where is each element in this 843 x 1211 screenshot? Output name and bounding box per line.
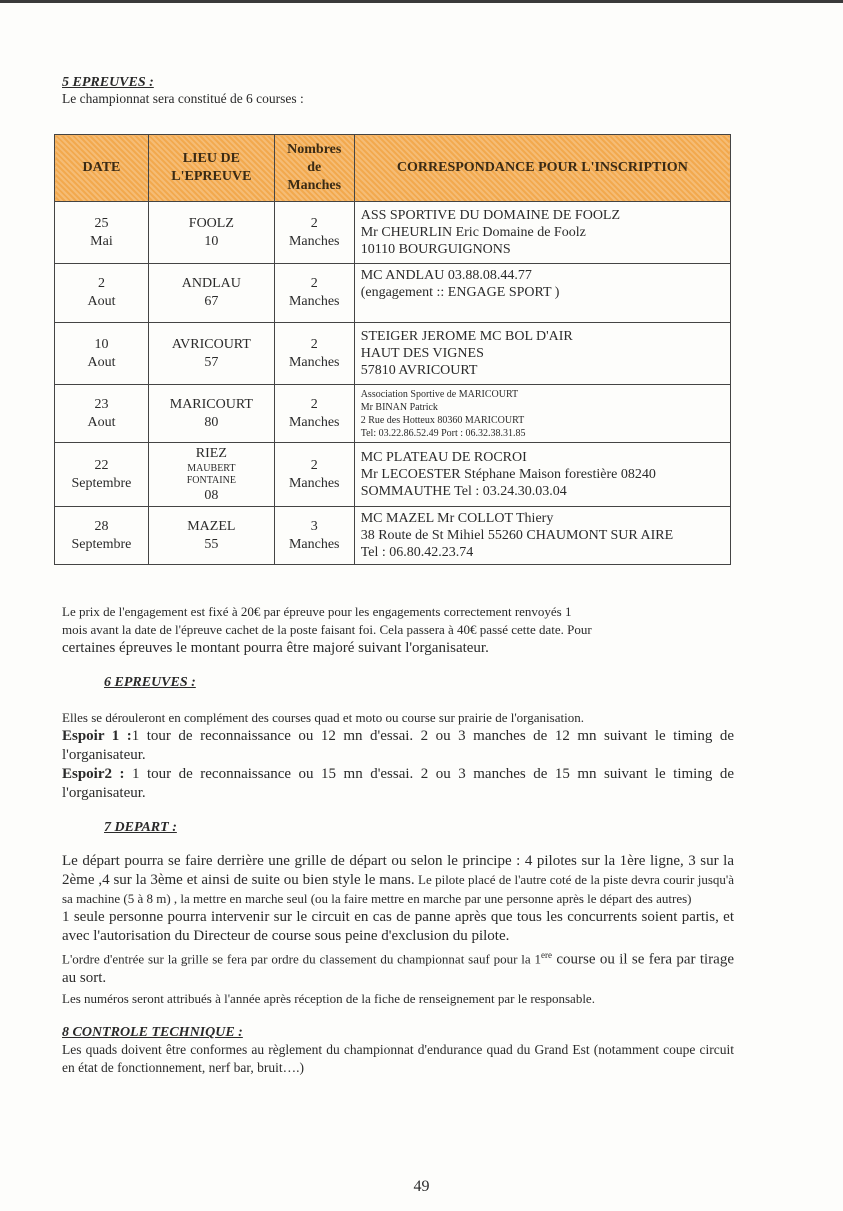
depart-text: Le départ pourra se faire derrière une grille de départ ou selon le principe : 4 pilotes sur la 1ère ligne, 3 sur la 2ème ,4 sur la 3ème et ainsi de suite ou bien style le mans.: [62, 853, 734, 888]
lieu-name: MARICOURT: [169, 396, 253, 412]
cell-manches: [274, 443, 354, 507]
table-row: [55, 443, 731, 507]
price-line: mois avant la date de l'épreuve cachet de la poste faisant foi. Cela passera à 40€ passé cette date. Pour: [62, 622, 592, 637]
section-8-heading: 8 CONTROLE TECHNIQUE :: [62, 1025, 243, 1041]
depart-paragraph-4: Les numéros seront attribués à l'année après réception de la fiche de renseignement par le responsable.: [62, 991, 595, 1007]
cell-correspondance: [354, 323, 730, 385]
table-row: [55, 202, 731, 264]
lieu-dept: 67: [204, 294, 219, 309]
corr-line: 10110 BOURGUIGNONS: [360, 242, 511, 257]
lieu-dept: 57: [204, 354, 219, 370]
table-row: [55, 264, 731, 323]
cell-correspondance: [354, 385, 730, 443]
corr-line: Tel: 03.22.86.52.49 Port : 06.32.38.31.85: [360, 427, 526, 439]
header-correspondance: CORRESPONDANCE POUR L'INSCRIPTION: [354, 135, 730, 202]
header-nombres: [274, 135, 354, 202]
cell-lieu: [148, 264, 274, 323]
espoir-2-label: Espoir2 :: [62, 766, 125, 782]
date-month: Aout: [87, 414, 116, 430]
lieu-name: AVRICOURT: [171, 336, 251, 352]
depart-paragraph-1: [62, 852, 734, 908]
header-lieu: [148, 135, 274, 202]
cell-date: [55, 385, 149, 443]
cell-manches: [274, 385, 354, 443]
cell-manches: [274, 323, 354, 385]
manches-label: Manches: [288, 475, 340, 491]
lieu-dept: 55: [204, 536, 219, 552]
corr-line: STEIGER JEROME MC BOL D'AIR: [360, 329, 573, 344]
lieu-name: FOOLZ: [188, 215, 234, 231]
events-table: [54, 134, 731, 565]
header-nombres-line2: de: [307, 160, 322, 175]
espoir-2-paragraph: [62, 765, 734, 803]
corr-line: MC ANDLAU 03.88.08.44.77: [360, 268, 532, 283]
header-date: DATE: [55, 135, 149, 202]
cell-lieu: [148, 507, 274, 565]
date-day: 28: [94, 518, 109, 534]
manches-label: Manches: [288, 536, 340, 552]
cell-correspondance: [354, 507, 730, 565]
table-row: [55, 507, 731, 565]
corr-line: 38 Route de St Mihiel 55260 CHAUMONT SUR AIRE: [360, 528, 674, 543]
corr-line: ASS SPORTIVE DU DOMAINE DE FOOLZ: [360, 208, 621, 223]
date-month: Aout: [87, 294, 116, 309]
corr-line: Mr CHEURLIN Eric Domaine de Foolz: [360, 225, 586, 240]
lieu-dept: 10: [204, 233, 219, 249]
price-paragraph: [62, 603, 734, 658]
cell-correspondance: [354, 202, 730, 264]
cell-lieu: [148, 323, 274, 385]
corr-line: HAUT DES VIGNES: [360, 346, 484, 361]
cell-date: [55, 323, 149, 385]
lieu-name: MAZEL: [187, 518, 236, 534]
price-line: certaines épreuves le montant pourra être majoré suivant l'organisateur.: [62, 640, 489, 656]
corr-line: MC MAZEL Mr COLLOT Thiery: [360, 511, 554, 526]
price-line: Le prix de l'engagement est fixé à 20€ par épreuve pour les engagements correctement renvoyés 1: [62, 604, 572, 619]
cell-lieu: [148, 385, 274, 443]
depart-paragraph-3: [62, 946, 734, 988]
manches-count: 2: [310, 396, 318, 412]
lieu-name-small: FONTAINE: [186, 474, 236, 486]
espoir-1-text: 1 tour de reconnaissance ou 12 mn d'essai. 2 ou 3 manches de 12 mn suivant le timing de l'organisateur.: [62, 728, 735, 763]
section-6-intro: Elles se dérouleront en complément des courses quad et moto ou course sur prairie de l'organisation.: [62, 710, 584, 725]
corr-line: Tel : 06.80.42.23.74: [360, 545, 474, 560]
corr-line: 2 Rue des Hotteux 80360 MARICOURT: [360, 414, 525, 426]
manches-count: 2: [310, 276, 318, 291]
cell-date: [55, 202, 149, 264]
cell-date: [55, 264, 149, 323]
cell-date: [55, 507, 149, 565]
lieu-name: ANDLAU: [181, 276, 241, 291]
corr-line: MC PLATEAU DE ROCROI: [360, 450, 527, 465]
date-month: Aout: [87, 354, 116, 370]
section-5-intro: Le championnat sera constitué de 6 courses :: [62, 91, 304, 106]
depart-text: L'ordre d'entrée sur la grille se fera par ordre du classement du championnat sauf pour la 1: [62, 951, 542, 967]
manches-count: 3: [310, 518, 318, 534]
manches-label: Manches: [288, 414, 340, 430]
corr-line: Mr LECOESTER Stéphane Maison forestière 08240: [360, 467, 656, 482]
manches-label: Manches: [288, 354, 340, 370]
header-nombres-line3: Manches: [287, 178, 342, 193]
corr-line: Mr BINAN Patrick: [360, 401, 438, 413]
header-lieu-line1: LIEU DE: [182, 151, 240, 166]
cell-date: [55, 443, 149, 507]
date-day: 25: [94, 215, 109, 231]
cell-manches: [274, 507, 354, 565]
depart-superscript: ere: [541, 950, 553, 960]
section-7-heading: 7 DEPART :: [104, 820, 177, 835]
date-day: 23: [94, 396, 109, 412]
section-6-heading: 6 EPREUVES :: [104, 675, 196, 690]
date-day: 2: [97, 276, 105, 291]
cell-manches: [274, 202, 354, 264]
lieu-dept: 80: [204, 414, 219, 430]
corr-line: 57810 AVRICOURT: [360, 363, 478, 378]
corr-line: SOMMAUTHE Tel : 03.24.30.03.04: [360, 484, 567, 499]
date-day: 22: [94, 457, 109, 473]
depart-text: Le pilote placé de l'autre coté de la piste devra courir jusqu'à sa machine (5 à 8 m) , la mettre en marche seul (ou la faire mettre en marche par une personne après le départ des autres): [62, 872, 734, 906]
controle-paragraph: Les quads doivent être conformes au règlement du championnat d'endurance quad du Grand Est (notamment coupe circuit en état de fonctionnement, nerf bar, bruit….): [62, 1042, 734, 1076]
manches-count: 2: [310, 215, 318, 231]
date-month: Septembre: [71, 536, 132, 552]
top-border-line: [0, 0, 843, 3]
depart-text: course ou il se fera par tirage au sort.: [62, 951, 734, 987]
manches-count: 2: [310, 336, 318, 352]
page-number: 49: [413, 1178, 430, 1195]
manches-count: 2: [310, 457, 318, 473]
manches-label: Manches: [288, 294, 340, 309]
lieu-name: RIEZ: [195, 445, 227, 461]
cell-correspondance: [354, 264, 730, 323]
depart-paragraph-2: 1 seule personne pourra intervenir sur le circuit en cas de panne après que tous les concurrents soient partis, et avec l'autorisation du Directeur de course sous peine d'exclusion du pilote.: [62, 909, 734, 944]
espoir-1-label: Espoir 1 :: [62, 728, 132, 744]
date-month: Mai: [90, 233, 113, 249]
cell-lieu: [148, 202, 274, 264]
date-month: Septembre: [71, 475, 132, 491]
header-nombres-line1: Nombres: [287, 142, 342, 157]
espoir-2-text: 1 tour de reconnaissance ou 15 mn d'essai. 2 ou 3 manches de 15 mn suivant le timing de l'organisateur.: [62, 766, 734, 801]
section-5-heading: 5 EPREUVES :: [62, 75, 154, 90]
lieu-name-small: MAUBERT: [187, 462, 236, 474]
corr-line: Association Sportive de MARICOURT: [360, 388, 519, 400]
cell-manches: [274, 264, 354, 323]
date-day: 10: [94, 336, 109, 352]
cell-correspondance: [354, 443, 730, 507]
table-header-row: [55, 135, 731, 202]
manches-label: Manches: [288, 233, 340, 249]
header-lieu-line2: L'EPREUVE: [171, 169, 252, 184]
corr-line: (engagement :: ENGAGE SPORT ): [360, 285, 560, 300]
table-row: [55, 385, 731, 443]
lieu-dept: 08: [204, 487, 219, 503]
cell-lieu: [148, 443, 274, 507]
espoir-1-paragraph: [62, 727, 734, 765]
table-row: [55, 323, 731, 385]
document-page: [62, 60, 734, 1077]
